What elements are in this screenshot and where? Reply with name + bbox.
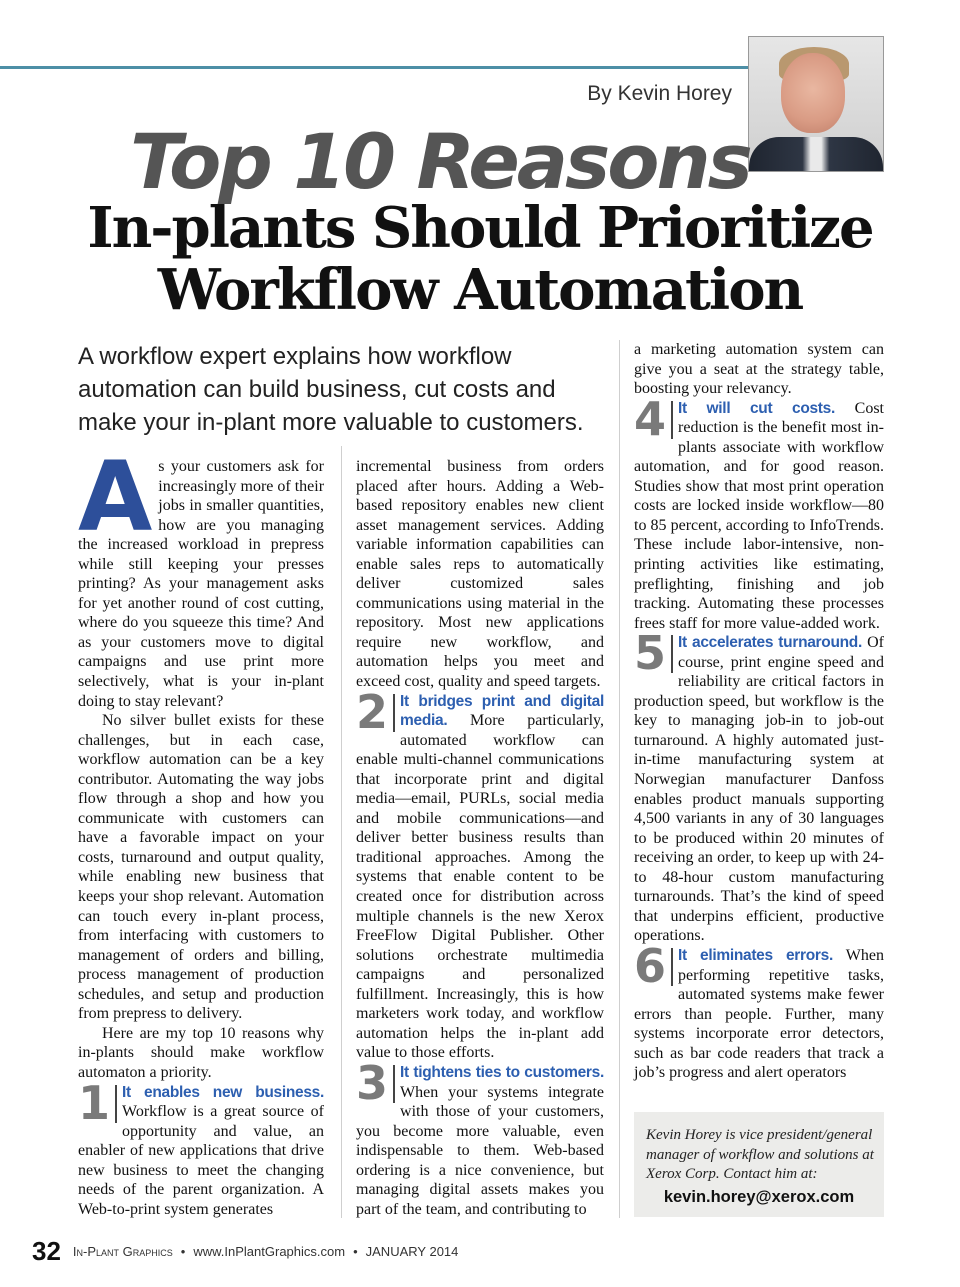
reason-number: 2 xyxy=(356,694,395,732)
headline-line-2: In-plants Should Prioritize xyxy=(87,195,873,261)
reason-number: 3 xyxy=(356,1065,395,1103)
photo-face xyxy=(781,53,845,133)
reason-number: 4 xyxy=(634,401,673,439)
reason-6 xyxy=(634,938,884,1083)
column-divider-2 xyxy=(619,340,620,1218)
reason-heading: It will cut costs. xyxy=(678,399,835,417)
headline-line-3: Workflow Automation xyxy=(157,257,803,323)
reason-3 xyxy=(356,1055,604,1219)
header-rule xyxy=(0,66,748,69)
paragraph: incremental business from orders placed after hours. Adding a Web-based repository enables new client asset management services. Adding variable information capabilities can enable sales reps to automatically deliver customized sales communications using material in the repository. Most new applications require new workflow, and automation helps you meet and exceed cost, quality and speed targets. xyxy=(356,458,604,691)
page-number: 32 xyxy=(32,1235,61,1266)
reason-number: 1 xyxy=(78,1085,117,1123)
reason-1 xyxy=(78,1075,324,1220)
drop-cap: A xyxy=(78,441,153,553)
intro-text: s your customers ask for increasingly more of their jobs in smaller quantities, how are you managing the increased workload in prepress while still keeping your presses printing? As your management asks for yet another round of cost cutting, where do you squeeze this time? And as your customers move to digital campaigns and use print more selectively, what is your in-plant doing to stay relevant? xyxy=(78,458,325,710)
reason-number: 6 xyxy=(634,948,673,986)
author-bio-text: Kevin Horey is vice president/general manager of workflow and solutions at Xerox Corp. Contact him at: xyxy=(646,1127,874,1182)
reason-heading: It bridges print and digital media. xyxy=(400,692,604,730)
issue-date: JANUARY 2014 xyxy=(365,1243,459,1259)
paragraph: No silver bullet exists for these challenges, but in each case, workflow automation can be a key contributor. Automating the way jobs flow through a shop and how you communicate with customers can have a favorable impact on your costs, turnaround and output quality, while enabling new business that keeps your shop relevant. Automation can touch every in-plant process, from interfacing with customers to management of orders and billing, process management of production schedules, and setup and production from prepress to delivery. xyxy=(78,712,324,1023)
reason-text: Workflow is a great source of opportunity and value, an enabler of new applications that drive new business to meet the changing needs of the parent organization. A Web-to-print system generates xyxy=(78,1103,324,1218)
page-footer xyxy=(32,1236,458,1266)
magazine-name: In-Plant Graphics xyxy=(72,1243,173,1259)
paragraph: a marketing automation system can give you a seat at the strategy table, boosting your relevancy. xyxy=(634,341,884,398)
author-email-link[interactable]: kevin.horey@xerox.com xyxy=(663,1188,855,1206)
reason-heading: It enables new business. xyxy=(122,1083,324,1101)
reason-heading: It eliminates errors. xyxy=(678,946,833,964)
column-3 xyxy=(634,340,884,1083)
paragraph: Here are my top 10 reasons why in-plants should make workflow automaton a priority. xyxy=(78,1024,324,1081)
deck-subheadline: A workflow expert explains how workflow automation can build business, cut costs and make your in-plant more valuable to customers. xyxy=(78,343,584,436)
reason-text: When performing repetitive tasks, automated systems make fewer errors than people. Further, many systems incorporate error detectors, such as bar code readers that track a job’s progress and alert operators xyxy=(634,946,884,1082)
author-bio-box xyxy=(634,1112,884,1217)
column-1 xyxy=(78,441,325,1219)
reason-2 xyxy=(356,684,604,1063)
reason-text: More particularly, automated workflow can enable multi-channel communications that incorporate print and digital media—email, PURLs, social media and mobile communications—and deliver better business results than traditional approaches. Among the systems that enable content to be created once for distribution across multiple channels is the new Xerox FreeFlow Digital Publisher. Other solutions orchestrate multimedia campaigns and personalized fulfillment. Increasingly, this is how marketers work today, and workflow automation helps the in-plant add value to those efforts. xyxy=(356,712,604,1062)
column-2 xyxy=(356,457,604,1219)
reason-text: Cost reduction is the benefit most in-plants associate with workflow automation, and for good reason. Studies show that most print operation costs are locked inside workflow—80 to 85 percent, according to InfoTrends. These include labor-intensive, non-printing activities like estimating, preflighting, finishing and job tracking. Automating these processes frees staff for more value-added work. xyxy=(634,399,884,632)
reason-text: When your systems integrate with those of your customers, you become more valuable, even indispensable to them. Web-based ordering is a nice convenience, but managing digital assets makes you part of the team, and contributing to xyxy=(356,1083,604,1218)
reason-heading: It accelerates turnaround. xyxy=(678,634,862,652)
magazine-url[interactable]: www.InPlantGraphics.com xyxy=(193,1243,346,1259)
headline-line-1: Top 10 Reasons xyxy=(130,117,750,206)
footer-separator: • xyxy=(180,1243,186,1259)
byline: By Kevin Horey xyxy=(587,82,732,105)
reason-number: 5 xyxy=(634,635,673,673)
reason-heading: It tightens ties to customers. xyxy=(400,1063,604,1081)
reason-5 xyxy=(634,626,884,946)
column-divider-1 xyxy=(341,446,342,1218)
reason-4 xyxy=(634,391,884,634)
footer-separator: • xyxy=(353,1243,358,1259)
intro-paragraph xyxy=(78,441,325,711)
reason-text: Of course, print engine speed and reliability are critical factors in production speed, but workflow is the key to managing job-in to job-out turnaround. A highly automated just-in-time manufacturing system at Norwegian manufacturer Danfoss enables product manuals supporting 4,500 variants in any of 30 languages to be produced within 20 minutes of receiving an order, to keep up with 24- to 48-hour custom manufacturing turnarounds. That’s the kind of speed that underpins efficient, productive operations. xyxy=(634,634,884,945)
